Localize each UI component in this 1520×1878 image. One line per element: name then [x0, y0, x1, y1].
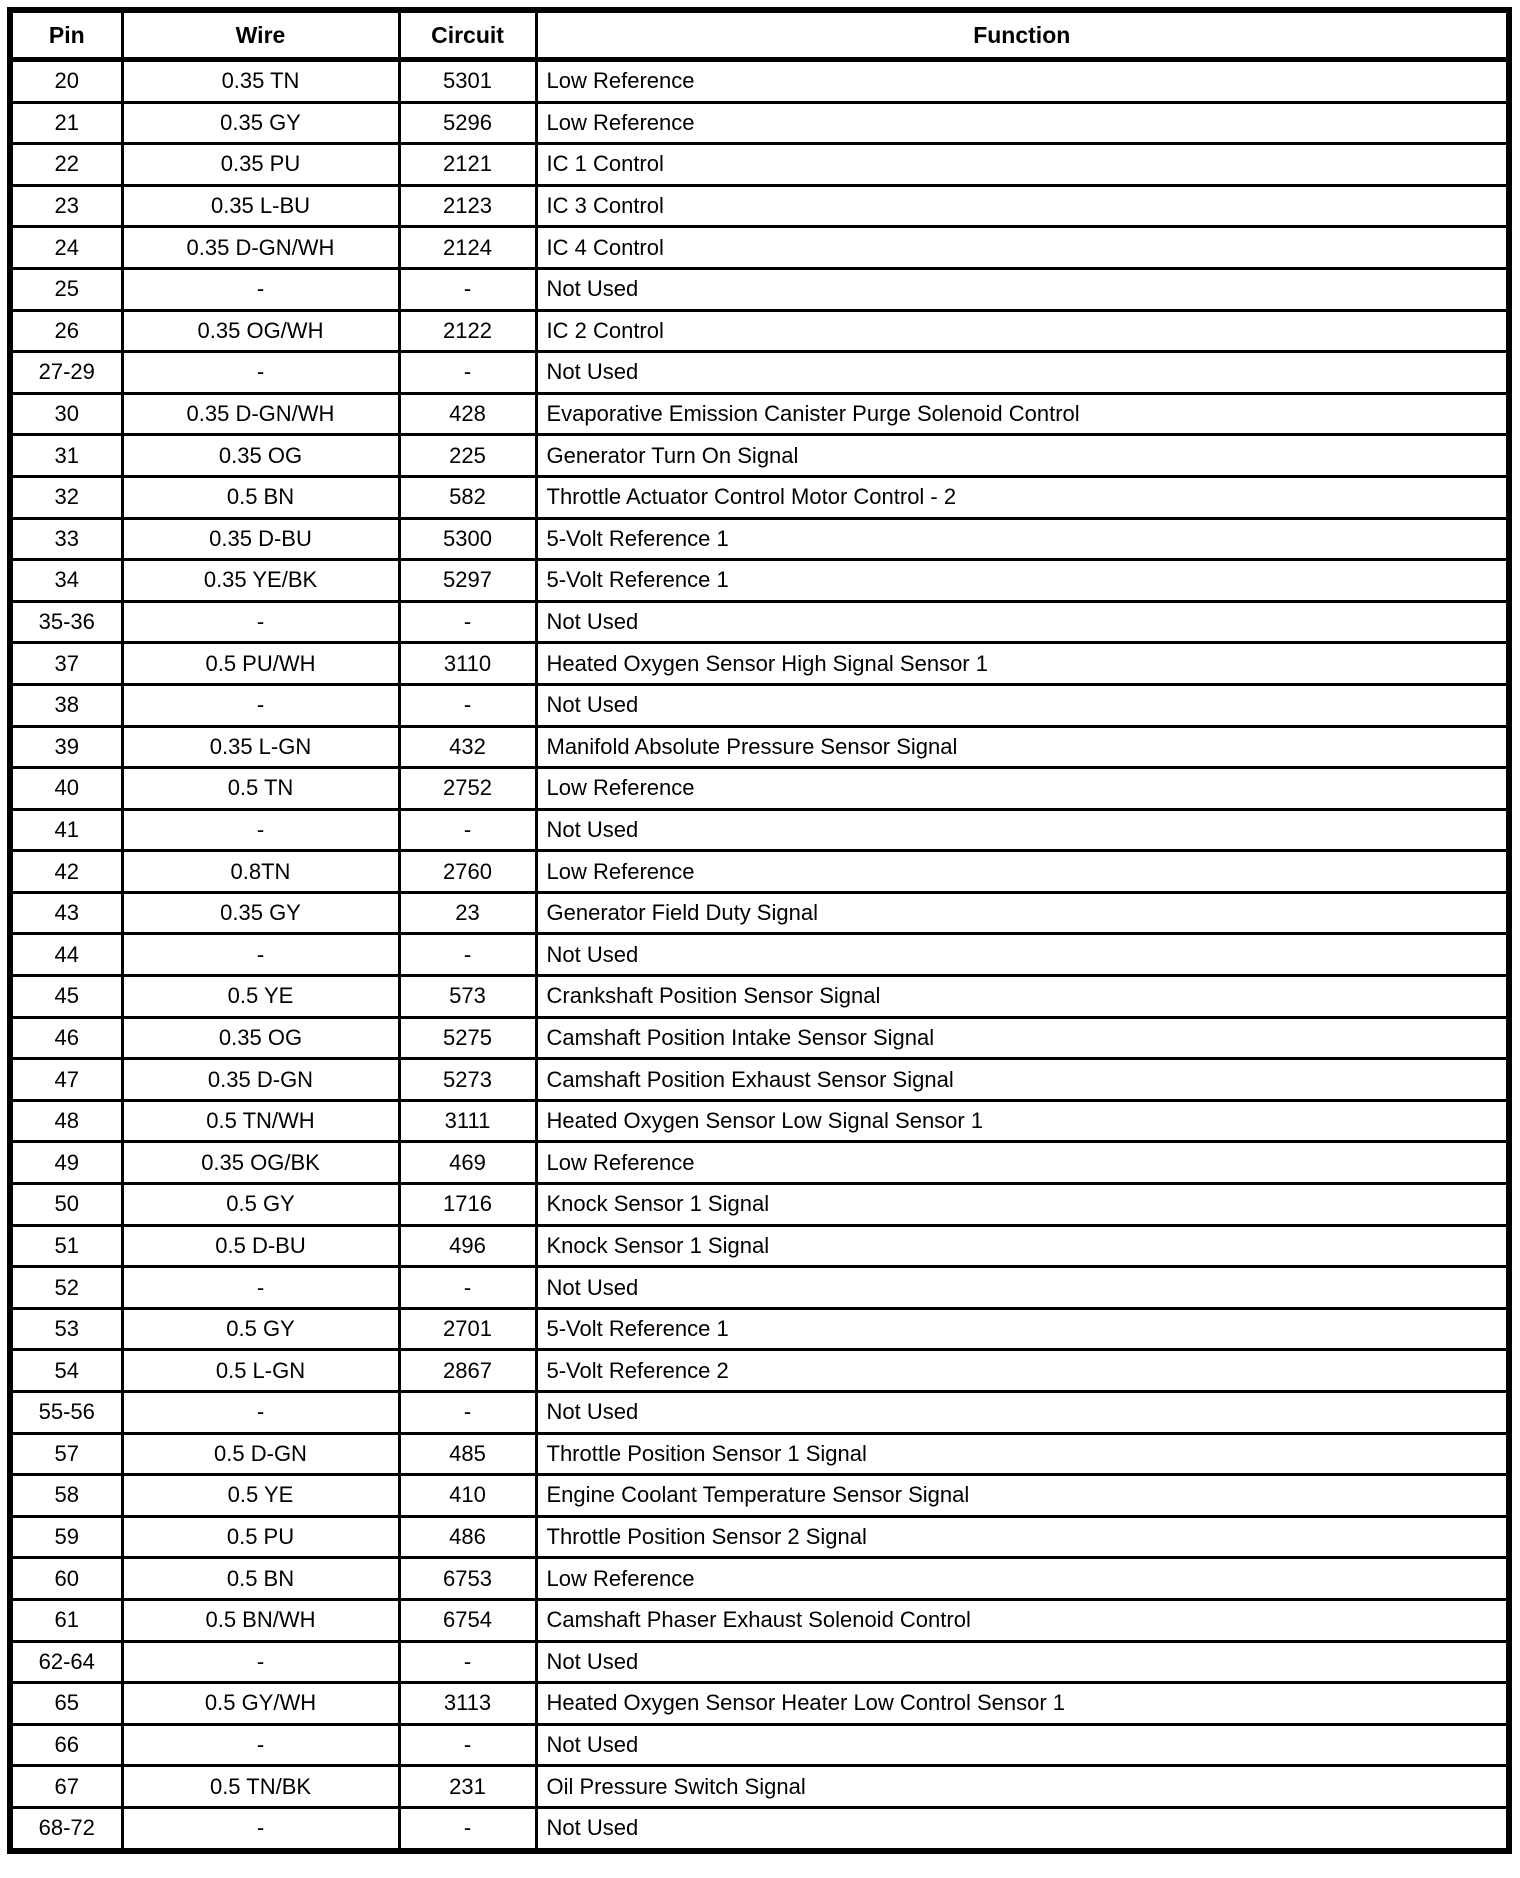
table-row — [10, 809, 1509, 851]
wire-cell: 0.35 OG/WH — [122, 310, 399, 352]
pin-cell: 40 — [10, 768, 122, 810]
function-cell: Knock Sensor 1 Signal — [536, 1225, 1509, 1267]
circuit-cell: 23 — [399, 892, 536, 934]
circuit-cell: 5301 — [399, 60, 536, 103]
wire-cell: 0.5 GY — [122, 1184, 399, 1226]
table-row — [10, 1599, 1509, 1641]
table-row — [10, 144, 1509, 186]
pin-cell: 30 — [10, 393, 122, 435]
pin-cell: 32 — [10, 476, 122, 518]
pin-cell: 42 — [10, 851, 122, 893]
circuit-cell: - — [399, 601, 536, 643]
table-row — [10, 1184, 1509, 1226]
function-cell: Not Used — [536, 601, 1509, 643]
circuit-cell: 2701 — [399, 1308, 536, 1350]
circuit-cell: 5273 — [399, 1059, 536, 1101]
circuit-cell: - — [399, 1392, 536, 1434]
wire-cell: - — [122, 601, 399, 643]
table-row — [10, 601, 1509, 643]
wire-cell: 0.5 PU — [122, 1516, 399, 1558]
circuit-cell: - — [399, 1724, 536, 1766]
circuit-cell: - — [399, 684, 536, 726]
pin-cell: 44 — [10, 934, 122, 976]
wire-cell: 0.5 GY — [122, 1308, 399, 1350]
wire-cell: 0.35 GY — [122, 102, 399, 144]
table-row — [10, 102, 1509, 144]
table-row — [10, 1516, 1509, 1558]
circuit-cell: 2123 — [399, 185, 536, 227]
function-cell: Knock Sensor 1 Signal — [536, 1184, 1509, 1226]
function-cell: 5-Volt Reference 1 — [536, 560, 1509, 602]
table-row — [10, 518, 1509, 560]
header-function: Function — [536, 10, 1509, 60]
pin-cell: 61 — [10, 1599, 122, 1641]
wire-cell: 0.5 BN/WH — [122, 1599, 399, 1641]
pin-cell: 41 — [10, 809, 122, 851]
table-row — [10, 1142, 1509, 1184]
circuit-cell: 2760 — [399, 851, 536, 893]
pin-cell: 34 — [10, 560, 122, 602]
function-cell: Heated Oxygen Sensor High Signal Sensor 1 — [536, 643, 1509, 685]
wire-cell: - — [122, 1724, 399, 1766]
table-row — [10, 393, 1509, 435]
circuit-cell: 432 — [399, 726, 536, 768]
pinout-table-body — [10, 60, 1509, 1851]
circuit-cell: 573 — [399, 976, 536, 1018]
wire-cell: 0.35 YE/BK — [122, 560, 399, 602]
pin-cell: 45 — [10, 976, 122, 1018]
table-row — [10, 1766, 1509, 1808]
pin-cell: 50 — [10, 1184, 122, 1226]
function-cell: Not Used — [536, 684, 1509, 726]
pin-cell: 21 — [10, 102, 122, 144]
function-cell: Not Used — [536, 809, 1509, 851]
table-row — [10, 1433, 1509, 1475]
wire-cell: 0.5 YE — [122, 976, 399, 1018]
wire-cell: - — [122, 1267, 399, 1309]
pin-cell: 53 — [10, 1308, 122, 1350]
table-row — [10, 310, 1509, 352]
function-cell: Low Reference — [536, 1558, 1509, 1600]
pin-cell: 52 — [10, 1267, 122, 1309]
function-cell: Not Used — [536, 1807, 1509, 1850]
wire-cell: 0.35 GY — [122, 892, 399, 934]
circuit-cell: 2867 — [399, 1350, 536, 1392]
function-cell: Low Reference — [536, 102, 1509, 144]
table-row — [10, 1267, 1509, 1309]
function-cell: 5-Volt Reference 2 — [536, 1350, 1509, 1392]
pin-cell: 55-56 — [10, 1392, 122, 1434]
circuit-cell: 3111 — [399, 1100, 536, 1142]
pin-cell: 47 — [10, 1059, 122, 1101]
pin-cell: 51 — [10, 1225, 122, 1267]
table-row — [10, 1225, 1509, 1267]
pin-cell: 59 — [10, 1516, 122, 1558]
circuit-cell: 225 — [399, 435, 536, 477]
circuit-cell: - — [399, 809, 536, 851]
table-row — [10, 185, 1509, 227]
function-cell: Throttle Actuator Control Motor Control - 2 — [536, 476, 1509, 518]
circuit-cell: - — [399, 352, 536, 394]
function-cell: Low Reference — [536, 60, 1509, 103]
pin-cell: 46 — [10, 1017, 122, 1059]
table-row — [10, 726, 1509, 768]
circuit-cell: 3113 — [399, 1683, 536, 1725]
wire-cell: 0.5 PU/WH — [122, 643, 399, 685]
wire-cell: - — [122, 352, 399, 394]
function-cell: Not Used — [536, 1724, 1509, 1766]
pin-cell: 22 — [10, 144, 122, 186]
table-row — [10, 976, 1509, 1018]
function-cell: Throttle Position Sensor 1 Signal — [536, 1433, 1509, 1475]
function-cell: Not Used — [536, 1392, 1509, 1434]
circuit-cell: 485 — [399, 1433, 536, 1475]
function-cell: Low Reference — [536, 768, 1509, 810]
pin-cell: 67 — [10, 1766, 122, 1808]
wire-cell: 0.35 D-GN/WH — [122, 227, 399, 269]
pinout-table — [7, 7, 1512, 1854]
wire-cell: 0.5 L-GN — [122, 1350, 399, 1392]
circuit-cell: 5300 — [399, 518, 536, 560]
wire-cell: 0.35 TN — [122, 60, 399, 103]
function-cell: Not Used — [536, 1641, 1509, 1683]
pin-cell: 65 — [10, 1683, 122, 1725]
wire-cell: - — [122, 268, 399, 310]
wire-cell: - — [122, 809, 399, 851]
table-row — [10, 435, 1509, 477]
pin-cell: 62-64 — [10, 1641, 122, 1683]
header-pin: Pin — [10, 10, 122, 60]
circuit-cell: - — [399, 1267, 536, 1309]
pin-cell: 35-36 — [10, 601, 122, 643]
pin-cell: 68-72 — [10, 1807, 122, 1850]
pin-cell: 23 — [10, 185, 122, 227]
circuit-cell: 469 — [399, 1142, 536, 1184]
circuit-cell: 496 — [399, 1225, 536, 1267]
function-cell: IC 3 Control — [536, 185, 1509, 227]
pin-cell: 38 — [10, 684, 122, 726]
function-cell: IC 1 Control — [536, 144, 1509, 186]
wire-cell: 0.5 TN — [122, 768, 399, 810]
table-row — [10, 684, 1509, 726]
function-cell: Heated Oxygen Sensor Low Signal Sensor 1 — [536, 1100, 1509, 1142]
function-cell: Not Used — [536, 268, 1509, 310]
header-row — [10, 10, 1509, 60]
wire-cell: - — [122, 1392, 399, 1434]
pin-cell: 54 — [10, 1350, 122, 1392]
header-wire: Wire — [122, 10, 399, 60]
circuit-cell: 428 — [399, 393, 536, 435]
function-cell: Generator Turn On Signal — [536, 435, 1509, 477]
pin-cell: 31 — [10, 435, 122, 477]
table-row — [10, 352, 1509, 394]
circuit-cell: 5296 — [399, 102, 536, 144]
table-row — [10, 1308, 1509, 1350]
pin-cell: 43 — [10, 892, 122, 934]
table-row — [10, 476, 1509, 518]
circuit-cell: 6754 — [399, 1599, 536, 1641]
pin-cell: 27-29 — [10, 352, 122, 394]
function-cell: Not Used — [536, 1267, 1509, 1309]
table-row — [10, 1350, 1509, 1392]
wire-cell: 0.35 D-BU — [122, 518, 399, 560]
function-cell: IC 2 Control — [536, 310, 1509, 352]
table-row — [10, 1807, 1509, 1850]
function-cell: Camshaft Phaser Exhaust Solenoid Control — [536, 1599, 1509, 1641]
table-row — [10, 60, 1509, 103]
circuit-cell: 1716 — [399, 1184, 536, 1226]
circuit-cell: 582 — [399, 476, 536, 518]
pin-cell: 20 — [10, 60, 122, 103]
pin-cell: 66 — [10, 1724, 122, 1766]
circuit-cell: - — [399, 1807, 536, 1850]
table-row — [10, 1558, 1509, 1600]
table-row — [10, 227, 1509, 269]
wire-cell: 0.35 OG — [122, 435, 399, 477]
table-row — [10, 1475, 1509, 1517]
function-cell: Oil Pressure Switch Signal — [536, 1766, 1509, 1808]
wire-cell: 0.35 D-GN — [122, 1059, 399, 1101]
function-cell: 5-Volt Reference 1 — [536, 1308, 1509, 1350]
pin-cell: 39 — [10, 726, 122, 768]
function-cell: Throttle Position Sensor 2 Signal — [536, 1516, 1509, 1558]
function-cell: Engine Coolant Temperature Sensor Signal — [536, 1475, 1509, 1517]
circuit-cell: 2752 — [399, 768, 536, 810]
pin-cell: 58 — [10, 1475, 122, 1517]
wire-cell: - — [122, 1807, 399, 1850]
table-row — [10, 1392, 1509, 1434]
wire-cell: - — [122, 1641, 399, 1683]
circuit-cell: 5297 — [399, 560, 536, 602]
wire-cell: 0.5 TN/BK — [122, 1766, 399, 1808]
circuit-cell: 231 — [399, 1766, 536, 1808]
function-cell: Crankshaft Position Sensor Signal — [536, 976, 1509, 1018]
function-cell: Camshaft Position Intake Sensor Signal — [536, 1017, 1509, 1059]
wire-cell: - — [122, 684, 399, 726]
wire-cell: 0.5 D-GN — [122, 1433, 399, 1475]
function-cell: Camshaft Position Exhaust Sensor Signal — [536, 1059, 1509, 1101]
pin-cell: 37 — [10, 643, 122, 685]
pin-cell: 33 — [10, 518, 122, 560]
table-row — [10, 1683, 1509, 1725]
wire-cell: 0.35 D-GN/WH — [122, 393, 399, 435]
wire-cell: 0.35 L-BU — [122, 185, 399, 227]
circuit-cell: 5275 — [399, 1017, 536, 1059]
circuit-cell: 486 — [399, 1516, 536, 1558]
wire-cell: - — [122, 934, 399, 976]
table-row — [10, 1059, 1509, 1101]
function-cell: IC 4 Control — [536, 227, 1509, 269]
pin-cell: 48 — [10, 1100, 122, 1142]
table-row — [10, 934, 1509, 976]
function-cell: Heated Oxygen Sensor Heater Low Control Sensor 1 — [536, 1683, 1509, 1725]
pin-cell: 25 — [10, 268, 122, 310]
wire-cell: 0.5 BN — [122, 476, 399, 518]
header-circuit: Circuit — [399, 10, 536, 60]
function-cell: Not Used — [536, 934, 1509, 976]
circuit-cell: - — [399, 1641, 536, 1683]
pin-cell: 60 — [10, 1558, 122, 1600]
function-cell: Generator Field Duty Signal — [536, 892, 1509, 934]
table-row — [10, 1017, 1509, 1059]
function-cell: Evaporative Emission Canister Purge Solenoid Control — [536, 393, 1509, 435]
circuit-cell: 2124 — [399, 227, 536, 269]
function-cell: 5-Volt Reference 1 — [536, 518, 1509, 560]
table-row — [10, 1641, 1509, 1683]
table-row — [10, 268, 1509, 310]
pin-cell: 49 — [10, 1142, 122, 1184]
function-cell: Low Reference — [536, 1142, 1509, 1184]
wire-cell: 0.35 OG/BK — [122, 1142, 399, 1184]
wire-cell: 0.5 YE — [122, 1475, 399, 1517]
wire-cell: 0.5 GY/WH — [122, 1683, 399, 1725]
circuit-cell: 3110 — [399, 643, 536, 685]
wire-cell: 0.8TN — [122, 851, 399, 893]
pin-cell: 26 — [10, 310, 122, 352]
circuit-cell: 2122 — [399, 310, 536, 352]
pin-cell: 57 — [10, 1433, 122, 1475]
circuit-cell: 6753 — [399, 1558, 536, 1600]
function-cell: Low Reference — [536, 851, 1509, 893]
wire-cell: 0.35 OG — [122, 1017, 399, 1059]
table-row — [10, 560, 1509, 602]
table-row — [10, 768, 1509, 810]
circuit-cell: - — [399, 934, 536, 976]
circuit-cell: 2121 — [399, 144, 536, 186]
wire-cell: 0.35 L-GN — [122, 726, 399, 768]
table-row — [10, 892, 1509, 934]
function-cell: Manifold Absolute Pressure Sensor Signal — [536, 726, 1509, 768]
wire-cell: 0.35 PU — [122, 144, 399, 186]
wire-cell: 0.5 TN/WH — [122, 1100, 399, 1142]
pin-cell: 24 — [10, 227, 122, 269]
wire-cell: 0.5 D-BU — [122, 1225, 399, 1267]
table-row — [10, 1100, 1509, 1142]
wire-cell: 0.5 BN — [122, 1558, 399, 1600]
table-row — [10, 851, 1509, 893]
table-row — [10, 643, 1509, 685]
circuit-cell: - — [399, 268, 536, 310]
table-row — [10, 1724, 1509, 1766]
function-cell: Not Used — [536, 352, 1509, 394]
circuit-cell: 410 — [399, 1475, 536, 1517]
